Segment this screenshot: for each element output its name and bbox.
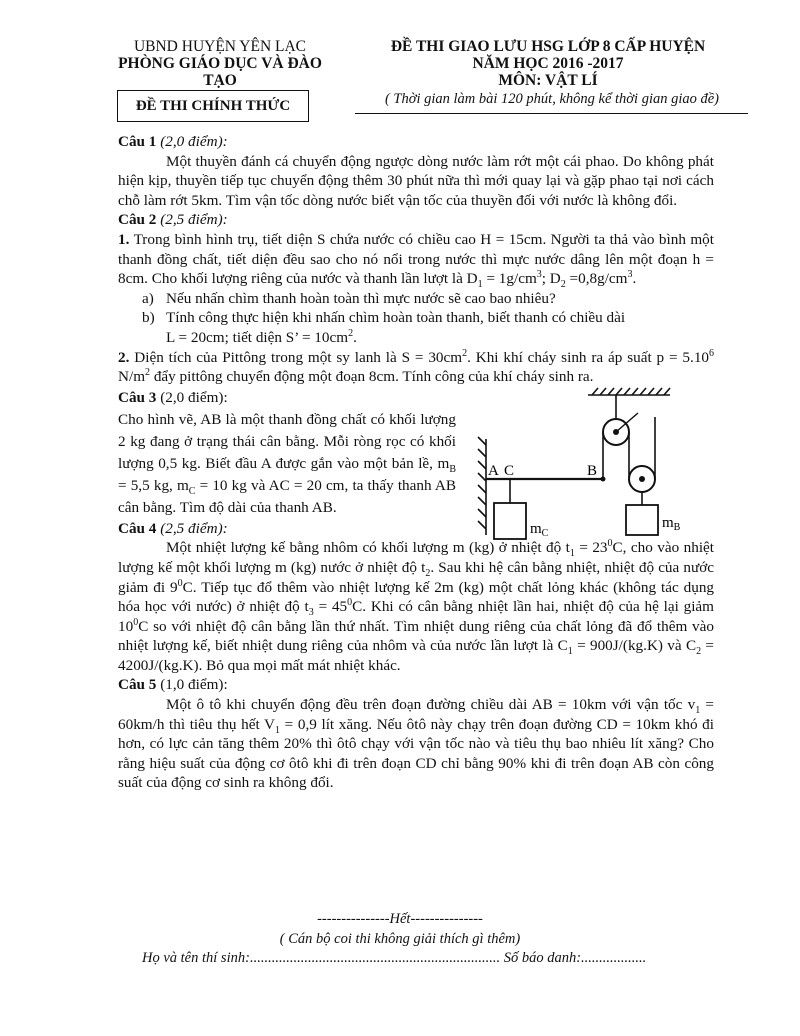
ceiling <box>588 388 670 395</box>
mass-mb <box>626 505 658 535</box>
question-5-text <box>118 695 714 793</box>
subject: MÔN: VẬT LÍ <box>498 72 598 89</box>
question-2-points: (2,5 điểm): <box>160 211 228 229</box>
time-note: ( Thời gian làm bài 120 phút, không kể thời gian giao đề) <box>384 91 720 107</box>
wall <box>478 437 486 535</box>
exam-body <box>118 132 714 793</box>
q4-sub: 2 <box>425 567 431 579</box>
district-name: UBND HUYỆN YÊN LẠC <box>133 38 307 55</box>
part-2-number: 2. <box>118 348 130 366</box>
header-left <box>100 38 340 89</box>
point-b <box>601 476 606 481</box>
q2-p1-text: Trong bình hình trụ, tiết diện S chứa nước có chiều cao H = 15cm. Người ta thả vào bình một thanh đồng chất, tiết diện đều sao cho nó nổi trong nước thì mực nước dâng lên một đoạn h = 8cm. Cho khối lượng riêng của nước và thanh lần lượt là D <box>118 230 714 288</box>
question-2-title: Câu 2 <box>118 211 157 229</box>
end-marker: ---------------Hết--------------- <box>317 911 483 927</box>
part-b-text: . <box>353 328 357 346</box>
label-mb <box>662 515 681 533</box>
header-right <box>378 38 718 89</box>
q3-sub: B <box>449 463 456 475</box>
ceiling-hatch <box>656 388 662 395</box>
ceiling-hatch <box>608 388 614 395</box>
school-year: NĂM HỌC 2016 -2017 <box>472 55 624 72</box>
part-b-label: b) <box>142 309 155 327</box>
question-1-points: (2,0 điểm): <box>160 133 228 150</box>
q2-p1-text: =0,8g/cm <box>565 270 628 288</box>
q4-sub: 1 <box>567 646 573 658</box>
ceiling-hatch <box>640 388 646 395</box>
label-mc-m: m <box>530 520 542 537</box>
q2-p1-text: ; D <box>541 270 561 288</box>
question-2-part-2 <box>118 348 714 387</box>
ceiling-hatch <box>616 388 622 395</box>
label-mb-sub: B <box>673 521 681 533</box>
q2-sup: 3 <box>627 269 633 281</box>
wall-hatch <box>478 521 486 529</box>
bottom-pulley-axle <box>639 476 645 482</box>
q2-sub: 2 <box>560 279 566 291</box>
q4-sup: 0 <box>177 577 183 589</box>
ceiling-hatch <box>624 388 630 395</box>
q4-sub: 2 <box>696 646 702 658</box>
q4-text: = 4200J/(kg.K). Bỏ qua mọi mất mát nhiệt khác. <box>118 637 714 674</box>
q2-sub: 1 <box>477 279 483 291</box>
wall-hatch <box>478 461 486 469</box>
ceiling-hatch <box>664 388 670 395</box>
q4-sup: 0 <box>133 616 139 628</box>
label-b: B <box>587 462 598 479</box>
question-3-heading <box>118 387 456 409</box>
candidate-number-label: Số báo danh: <box>500 950 582 966</box>
wall-hatch <box>478 485 486 493</box>
rope-over <box>616 413 638 432</box>
q3-text: Cho hình vẽ, AB là một thanh đồng chất có khối lượng 2 kg đang ở trạng thái cân bằng. Mỗi ròng rọc có khối lượng 0,5 kg. Biết đầu A được gắn vào một bản lề, m <box>118 410 456 472</box>
q2-p2-text: đẩy pittông chuyển động một đoạn 8cm. Tính công của khí cháy sinh ra. <box>150 368 594 386</box>
q2-sup: 2 <box>348 327 354 339</box>
q4-text: = 900J/(kg.K) và C <box>572 637 697 655</box>
part-1-number: 1. <box>118 230 130 248</box>
ceiling-hatch <box>632 388 638 395</box>
label-c: C <box>504 462 515 479</box>
wall-hatch <box>478 473 486 481</box>
question-2-part-b <box>118 308 714 347</box>
q4-text: C. Tiếp tục đổ thêm vào nhiệt lượng kế 2m (kg) một chất lỏng khác (không tác dụng hóa học với nước) ở nhiệt độ t <box>118 578 715 616</box>
q2-sup: 2 <box>462 347 468 359</box>
q2-p2-text: Diện tích của Pittông trong một sy lanh là S = 30cm <box>134 348 463 366</box>
q3-text: = 5,5 kg, m <box>118 476 189 494</box>
q2-p1-text: . <box>632 270 637 288</box>
wall-hatch <box>478 497 486 505</box>
proctor-note: ( Cán bộ coi thi không giải thích gì thêm) <box>279 931 521 947</box>
part-a-text: Nếu nhấn chìm thanh hoàn toàn thì mực nước sẽ cao bao nhiêu? <box>166 289 556 307</box>
q5-sub: 1 <box>275 724 281 736</box>
question-3-text <box>118 409 456 519</box>
candidate-line <box>142 950 742 967</box>
question-3-title: Câu 3 <box>118 388 157 406</box>
q4-text: = 23 <box>574 539 608 557</box>
q3-text: = 10 kg và AC = 20 cm, ta thấy thanh AB cân bằng. Tìm độ dài của thanh AB. <box>118 476 456 516</box>
question-3-points: (2,0 điểm): <box>160 388 228 406</box>
q2-p2-text: . Khi khí cháy sinh ra áp suất p = 5.10 <box>467 348 710 366</box>
part-b-text: L = 20cm; tiết diện S’ = 10cm <box>166 328 349 346</box>
question-1-text: Một thuyền đánh cá chuyển động ngược dòng nước làm rớt một cái phao. Do không phát hiện kịp, thuyền tiếp tục chuyển động thêm 30 phút nữa thì mới quay lại và gặp phao tại nơi cách chỗ làm rớt 5km. Tìm vận tốc dòng nước biết vận tốc của thuyền đối với nước là không đổi. <box>118 152 714 209</box>
wall-hatch <box>478 509 486 517</box>
q4-sup: 0 <box>347 597 353 609</box>
candidate-number-dots: .................. <box>581 950 647 966</box>
question-1-heading <box>118 132 714 152</box>
label-mc <box>530 521 549 539</box>
question-4-points: (2,5 điểm): <box>160 519 228 537</box>
label-mb-m: m <box>662 514 674 531</box>
part-b-text: Tính công thực hiện khi nhấn chìm hoàn toàn thanh, biết thanh có chiều dài <box>166 309 626 327</box>
question-5-title: Câu 5 <box>118 676 157 694</box>
question-2-part-a <box>118 289 714 309</box>
part-a-label: a) <box>142 289 154 307</box>
q2-p1-text: = 1g/cm <box>482 270 537 288</box>
exam-title: ĐỀ THI GIAO LƯU HSG LỚP 8 CẤP HUYỆN <box>390 38 706 55</box>
question-2-part-1 <box>118 230 714 289</box>
q3-sub: C <box>188 485 196 497</box>
q4-text: C so với nhiệt độ cân bằng lần thứ nhất. Tìm nhiệt dung riêng của chất lỏng đã đổ thêm vào nhiệt lượng kế, biết nhiệt dung riêng của nhôm và của nước lần lượt là C <box>118 617 714 655</box>
ceiling-hatch <box>648 388 654 395</box>
time-note-underline <box>355 113 748 114</box>
question-4-title: Câu 4 <box>118 519 157 537</box>
question-4-text <box>118 538 714 675</box>
candidate-name-label: Họ và tên thí sinh: <box>142 950 250 966</box>
q2-p2-text: N/m <box>118 368 146 386</box>
pulley-figure <box>458 387 718 560</box>
q5-text: Một ô tô khi chuyển động đều trên đoạn đường chiều dài AB = 10km với vận tốc v <box>166 696 696 714</box>
q5-sub: 1 <box>695 705 701 717</box>
mass-mc <box>494 503 526 539</box>
q2-sup: 6 <box>709 347 715 359</box>
question-3-text-block <box>118 387 456 519</box>
q5-text: = 60km/h thì tiêu thụ hết V <box>118 696 714 733</box>
label-mc-sub: C <box>541 527 549 539</box>
wall-hatch <box>478 437 486 445</box>
label-a: A <box>488 462 499 479</box>
q5-text: = 0,9 lít xăng. Nếu ôtô này chạy trên đoạn đường CD = 10km khó đi hơn, có lực cản tăng thêm 20% thì ôtô chạy với vận tốc nào và tiêu thụ bao nhiêu lít xăng? Cho rằng hiệu suất của động cơ ôtô khi đi trên đoạn CD chỉ bằng 90% khi đi trên đoạn AB còn công suất của động cơ sinh ra không đổi. <box>118 715 714 792</box>
q4-text: C. Khi có cân bằng nhiệt lần hai, nhiệt độ của hệ lại giảm 10 <box>118 598 714 635</box>
q2-sup: 3 <box>536 269 542 281</box>
candidate-name-dots: ..................................................................... <box>249 950 501 966</box>
q4-text: Một nhiệt lượng kế bằng nhôm có khối lượng m (kg) ở nhiệt độ t <box>166 539 570 557</box>
q4-sub: 3 <box>308 607 314 619</box>
q4-text: = 45 <box>313 598 348 616</box>
ceiling-hatch <box>592 388 598 395</box>
official-exam-box: ĐỀ THI CHÍNH THỨC <box>117 90 309 122</box>
q4-sup: 0 <box>607 538 613 550</box>
question-5-heading <box>118 675 714 695</box>
wall-hatch <box>478 449 486 457</box>
question-1-title: Câu 1 <box>118 133 157 150</box>
question-5-points: (1,0 điểm): <box>160 676 228 694</box>
department-name: PHÒNG GIÁO DỤC VÀ ĐÀO TẠO <box>118 55 322 89</box>
q4-text: . Sau khi hệ cân bằng nhiệt, nhiệt độ của nước giảm đi 9 <box>118 558 715 596</box>
q4-text: C, cho vào nhiệt lượng kế một khối lượng m (kg) nước ở nhiệt độ t <box>118 539 715 576</box>
question-2-heading <box>118 210 714 230</box>
q4-sub: 1 <box>569 548 575 560</box>
q2-sup: 2 <box>145 367 151 379</box>
ceiling-hatch <box>600 388 606 395</box>
